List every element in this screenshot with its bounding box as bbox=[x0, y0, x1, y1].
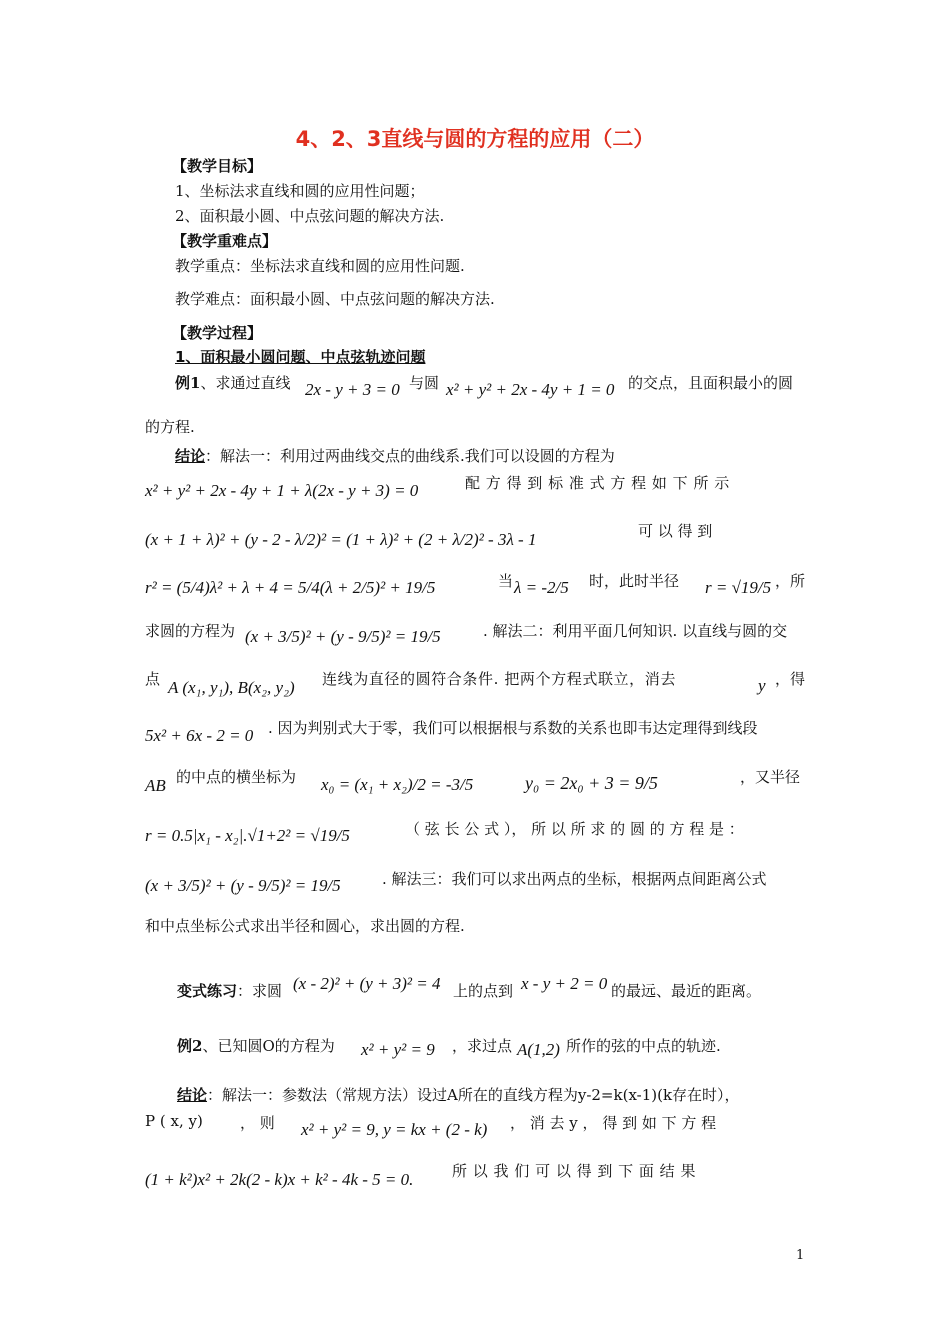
discriminant-text: . 因为判别式大于零，我们可以根据根与系数的关系也即韦达定理得到线段 bbox=[268, 719, 758, 737]
example-1-line-eq: 2x - y + 3 = 0 bbox=[305, 380, 400, 399]
solution-1-label: 结论 bbox=[175, 447, 206, 465]
example-1-line bbox=[175, 372, 290, 393]
example-2-circle-eq: x² + y² = 9 bbox=[361, 1040, 435, 1059]
subsection-1-heading: 1、面积最小圆问题、中点弦轨迹问题 bbox=[175, 348, 426, 366]
variant-line bbox=[177, 980, 282, 1001]
example-1-circle-eq: x² + y² + 2x - 4y + 1 = 0 bbox=[446, 380, 615, 399]
get-text: ，得 bbox=[775, 670, 806, 688]
example-1-label: 例1 bbox=[175, 374, 201, 392]
goals-heading: 【教学目标】 bbox=[172, 157, 263, 175]
example-1-text-3: 的交点，且面积最小的圆 bbox=[628, 374, 794, 392]
chord-radius-eq: r = 0.5|x₁ - x₂|.√1+2² = √19/5 bbox=[145, 826, 350, 845]
chord-formula-text: （ 弦 长 公 式 ）， 所 以 所 求 的 圆 的 方 程 是 ： bbox=[405, 820, 744, 838]
example-1-text-2: 与圆 bbox=[409, 374, 440, 392]
solution-1-text: ：解法一：利用过两曲线交点的曲线系.我们可以设圆的方程为 bbox=[205, 447, 615, 465]
goal-1: 1、坐标法求直线和圆的应用性问题； bbox=[175, 182, 425, 200]
circle-eq-text: 求圆的方程为 bbox=[145, 622, 236, 640]
example-2-text-2: ，求过点 bbox=[452, 1037, 513, 1055]
k-quadratic-eq: (1 + k²)x² + 2k(2 - k)x + k² - 4k - 5 = 0. bbox=[145, 1170, 414, 1189]
so-text: ，所 bbox=[775, 572, 806, 590]
goal-2: 2、面积最小圆、中点弦问题的解决方法. bbox=[175, 207, 445, 225]
x0-eq: x₀ = (x₁ + x₂)/2 = -3/5 bbox=[321, 775, 474, 794]
midpoint-text: 的中点的横坐标为 bbox=[176, 768, 297, 786]
radius-eq: r = √19/5 bbox=[705, 578, 772, 597]
point-text: 点 bbox=[145, 670, 161, 688]
solution-2-text: ：解法一：参数法（常规方法）设过A所在的直线方程为y-2=k(x-1)(k存在时）， bbox=[207, 1086, 740, 1104]
circle-result-eq-2: (x + 3/5)² + (y - 9/5)² = 19/5 bbox=[145, 876, 341, 895]
result-text: 所 以 我 们 可 以 得 到 下 面 结 果 bbox=[452, 1162, 696, 1180]
solution-2-label: 结论 bbox=[177, 1086, 208, 1104]
process-heading: 【教学过程】 bbox=[172, 324, 263, 342]
page-title: 4、2、3直线与圆的方程的应用（二） bbox=[295, 127, 655, 151]
variant-line-eq: x - y + 2 = 0 bbox=[521, 974, 608, 993]
lambda-value-eq: λ = -2/5 bbox=[514, 578, 569, 597]
variant-text-3: 的最远、最近的距离。 bbox=[611, 982, 762, 1000]
radius-squared-eq: r² = (5/4)λ² + λ + 4 = 5/4(λ + 2/5)² + 19/5 bbox=[145, 578, 436, 597]
half-radius-text: ，又半径 bbox=[740, 768, 801, 786]
when-text: 当 bbox=[498, 572, 514, 590]
method-3-text: . 解法三：我们可以求出两点的坐标，根据两点间距离公式 bbox=[382, 870, 767, 888]
diameter-text: 连线为直径的圆符合条件. 把两个方程式联立，消去 bbox=[322, 670, 676, 688]
key-point-2: 教学难点：面积最小圆、中点弦问题的解决方法. bbox=[175, 290, 495, 308]
system-eq: x² + y² = 9, y = kx + (2 - k) bbox=[301, 1120, 488, 1139]
point-a: A(1,2) bbox=[517, 1040, 560, 1059]
can-get-text: 可 以 得 到 bbox=[638, 522, 713, 540]
example-2-line bbox=[177, 1035, 335, 1056]
circle-result-eq-1: (x + 3/5)² + (y - 9/5)² = 19/5 bbox=[245, 627, 441, 646]
segment-ab: AB bbox=[145, 776, 166, 795]
quadratic-eq: 5x² + 6x - 2 = 0 bbox=[145, 726, 254, 745]
then-text: ， 则 bbox=[240, 1114, 275, 1132]
page-number: 1 bbox=[796, 1248, 805, 1263]
point-p: P ( x, y) bbox=[145, 1112, 203, 1130]
key-points-heading: 【教学重难点】 bbox=[172, 232, 278, 250]
eliminate-y: y bbox=[758, 676, 766, 695]
variant-text-1: ：求圆 bbox=[237, 982, 283, 1000]
key-point-1: 教学重点：坐标法求直线和圆的应用性问题. bbox=[175, 257, 465, 275]
y0-eq: y₀ = 2x₀ + 3 = 9/5 bbox=[525, 773, 658, 793]
example-2-label: 例2 bbox=[177, 1037, 203, 1055]
eliminate-text: ， 消 去 y ， 得 到 如 下 方 程 bbox=[510, 1114, 717, 1132]
curve-family-eq: x² + y² + 2x - 4y + 1 + λ(2x - y + 3) = 0 bbox=[145, 481, 419, 500]
variant-text-2: 上的点到 bbox=[453, 982, 514, 1000]
example-2-text-1: 、已知圆O的方程为 bbox=[202, 1037, 335, 1055]
solution-1-line-1 bbox=[175, 445, 615, 466]
variant-label: 变式练习 bbox=[177, 982, 238, 1000]
radius-text: 时，此时半径 bbox=[589, 572, 680, 590]
points-ab-eq: A (x₁, y₁), B(x₂, y₂) bbox=[168, 678, 295, 697]
solution-2-line-1 bbox=[177, 1084, 740, 1105]
method-2-text: . 解法二：利用平面几何知识. 以直线与圆的交 bbox=[483, 622, 788, 640]
method-3-cont: 和中点坐标公式求出半径和圆心，求出圆的方程. bbox=[145, 917, 465, 935]
example-1-text-4: 的方程. bbox=[145, 418, 195, 436]
standard-form-eq: (x + 1 + λ)² + (y - 2 - λ/2)² = (1 + λ)² + (2 + λ/2)² - 3λ - 1 bbox=[145, 530, 537, 549]
example-2-text-3: 所作的弦的中点的轨迹. bbox=[566, 1037, 721, 1055]
example-1-text-1: 、求通过直线 bbox=[200, 374, 291, 392]
variant-circle-eq: (x - 2)² + (y + 3)² = 4 bbox=[293, 974, 441, 993]
complete-square-text: 配 方 得 到 标 准 式 方 程 如 下 所 示 bbox=[465, 474, 730, 492]
